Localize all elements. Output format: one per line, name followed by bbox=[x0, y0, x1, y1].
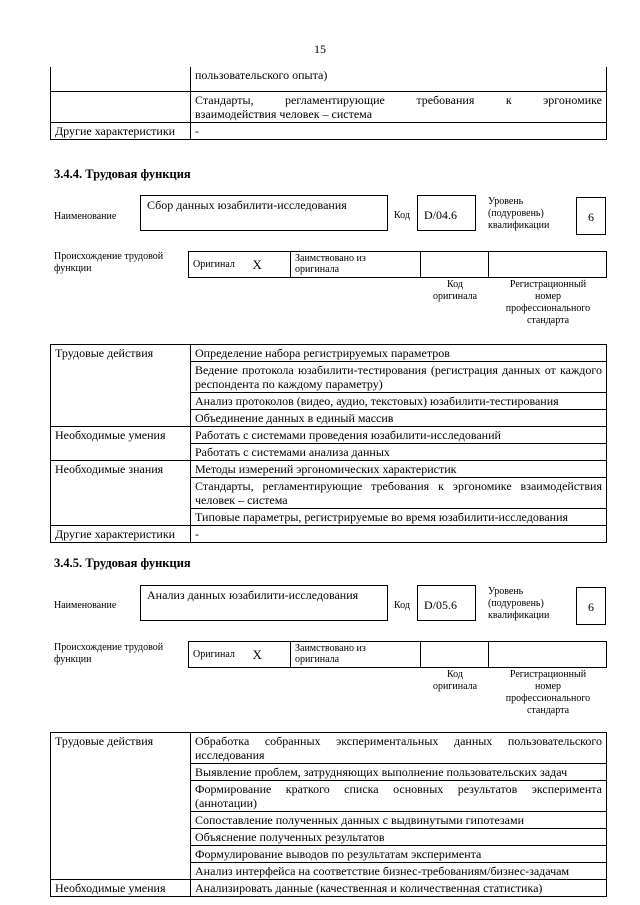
knowledge-item: Стандарты, регламентирующие требования к эргономике взаимодействия человек – система bbox=[191, 478, 607, 509]
other-characteristics-value: - bbox=[191, 526, 607, 543]
original-label: Оригинал bbox=[189, 642, 249, 668]
page-number: 15 bbox=[314, 42, 326, 56]
knowledge-label: Необходимые знания bbox=[51, 461, 191, 526]
labor-action-item: Обработка собранных экспериментальных данных пользовательского исследования bbox=[191, 733, 607, 764]
original-mark: X bbox=[249, 642, 291, 668]
labor-action-item: Анализ протоколов (видео, аудио, текстовых) юзабилити-тестирования bbox=[191, 393, 607, 410]
skill-item: Работать с системами проведения юзабилити-исследований bbox=[191, 427, 607, 444]
functions-table-3-4-4 bbox=[50, 344, 607, 543]
top-table-row2-text: Стандарты, регламентирующие требования к эргономике взаимодействия человек – система bbox=[191, 91, 607, 122]
borrowed-label: Заимствовано из оригинала bbox=[291, 252, 421, 278]
top-table-empty-cell-2 bbox=[51, 91, 191, 122]
function-code-box: D/05.6 bbox=[417, 585, 476, 621]
origin-label: Происхождение трудовой функции bbox=[54, 251, 164, 274]
name-label: Наименование bbox=[54, 600, 117, 611]
registration-number-cell bbox=[489, 252, 607, 278]
function-code-box: D/04.6 bbox=[417, 195, 476, 231]
registration-number-caption: Регистрационный номер профессионального стандарта bbox=[505, 669, 591, 716]
original-code-cell bbox=[421, 642, 489, 668]
labor-action-item: Определение набора регистрируемых параметров bbox=[191, 345, 607, 362]
function-name-box: Анализ данных юзабилити-исследования bbox=[140, 585, 388, 621]
name-label: Наименование bbox=[54, 211, 117, 222]
origin-label: Происхождение трудовой функции bbox=[54, 642, 164, 665]
borrowed-label: Заимствовано из оригинала bbox=[291, 642, 421, 668]
top-table-empty-cell bbox=[51, 67, 191, 91]
original-label: Оригинал bbox=[189, 252, 249, 278]
other-characteristics-value: - bbox=[191, 122, 607, 139]
labor-actions-label: Трудовые действия bbox=[51, 733, 191, 880]
section-heading-3-4-4: 3.4.4. Трудовая функция bbox=[54, 167, 191, 181]
original-code-cell bbox=[421, 252, 489, 278]
top-table bbox=[50, 67, 607, 140]
level-label: Уровень (подуровень) квалификации bbox=[488, 586, 550, 621]
knowledge-item: Методы измерений эргономических характеристик bbox=[191, 461, 607, 478]
level-label: Уровень (подуровень) квалификации bbox=[488, 196, 550, 231]
code-label: Код bbox=[394, 600, 410, 611]
knowledge-item: Типовые параметры, регистрируемые во время юзабилити-исследования bbox=[191, 509, 607, 526]
registration-number-cell bbox=[489, 642, 607, 668]
functions-table-3-4-5 bbox=[50, 732, 607, 897]
original-code-caption: Код оригинала bbox=[432, 669, 478, 692]
labor-action-item: Сопоставление полученных данных с выдвинутыми гипотезами bbox=[191, 812, 607, 829]
labor-action-item: Объяснение полученных результатов bbox=[191, 829, 607, 846]
level-value-box: 6 bbox=[576, 197, 606, 235]
function-name-box: Сбор данных юзабилити-исследования bbox=[140, 195, 388, 231]
labor-actions-label: Трудовые действия bbox=[51, 345, 191, 427]
labor-action-item: Объединение данных в единый массив bbox=[191, 410, 607, 427]
original-code-caption: Код оригинала bbox=[432, 279, 478, 302]
top-table-row1-text: пользовательского опыта) bbox=[191, 67, 607, 91]
skills-label: Необходимые умения bbox=[51, 427, 191, 461]
labor-action-item: Ведение протокола юзабилити-тестирования (регистрация данных от каждого респондента по каждому параметру) bbox=[191, 362, 607, 393]
other-characteristics-label: Другие характеристики bbox=[51, 122, 191, 139]
code-label: Код bbox=[394, 210, 410, 221]
original-mark: X bbox=[249, 252, 291, 278]
labor-action-item: Формирование краткого списка основных результатов эксперимента (аннотации) bbox=[191, 781, 607, 812]
level-value-box: 6 bbox=[576, 587, 606, 625]
labor-action-item: Выявление проблем, затрудняющих выполнение пользовательских задач bbox=[191, 764, 607, 781]
skill-item: Работать с системами анализа данных bbox=[191, 444, 607, 461]
skills-label: Необходимые умения bbox=[51, 880, 191, 897]
registration-number-caption: Регистрационный номер профессионального стандарта bbox=[505, 279, 591, 326]
labor-action-item: Анализ интерфейса на соответствие бизнес-требованиям/бизнес-задачам bbox=[191, 863, 607, 880]
other-characteristics-label: Другие характеристики bbox=[51, 526, 191, 543]
labor-action-item: Формулирование выводов по результатам эксперимента bbox=[191, 846, 607, 863]
origin-table bbox=[188, 641, 607, 668]
skill-item: Анализировать данные (качественная и количественная статистика) bbox=[191, 880, 607, 897]
origin-table bbox=[188, 251, 607, 278]
section-heading-3-4-5: 3.4.5. Трудовая функция bbox=[54, 556, 191, 570]
